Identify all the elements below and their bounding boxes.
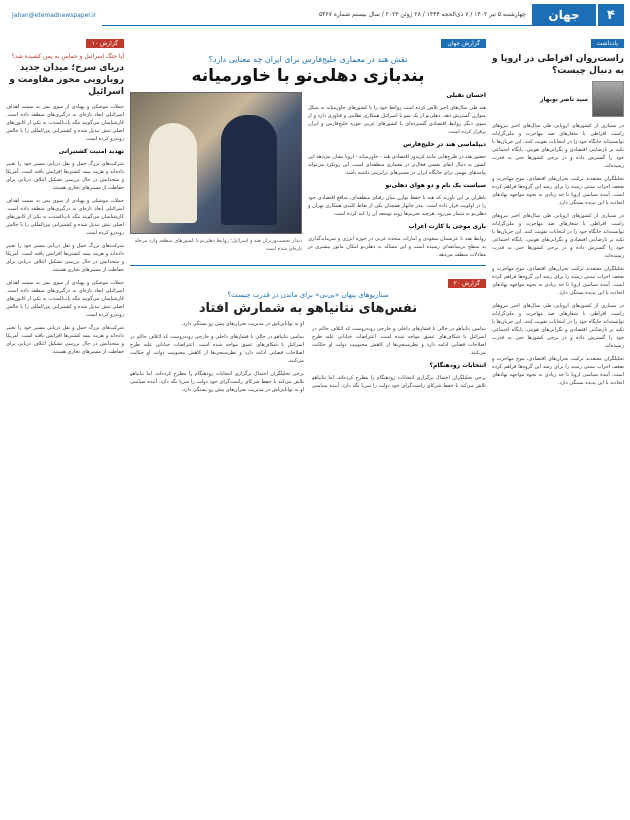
secondary-section-label: گزارش ۲۰ — [448, 279, 486, 288]
lead-body-area — [130, 92, 486, 259]
photo-figure-left — [149, 123, 197, 223]
photo-figure-right — [221, 115, 277, 225]
left-report-body-3: حملات موشکی و پهپادی از سوی یمن به سمت اهداف اسرائیلی ابعاد تازه‌ای به درگیری‌های منطقه داده است. کارشناسان می‌گویند تنگه باب‌المندب به یکی از کانون‌های اصلی تنش تبدیل شده و کشتیرانی بین‌المللی را با چالش روبه‌رو کرده است. — [6, 198, 124, 237]
opinion-body: در بسیاری از کشورهای اروپایی طی سال‌های اخیر نیروهای راست افراطی با شعارهای ضد مهاجرت و ملی‌گرایانه توانسته‌اند جایگاه خود را در انتخابات تقویت کنند. این جریان‌ها با تکیه بر نارضایتی اقتصادی و نگرانی‌های هویتی، پایگاه اجتماعی خود را گسترش داده و در برخی کشورها حتی به قدرت رسیده‌اند. — [492, 123, 624, 170]
lead-section-label: گزارش جهان — [441, 39, 486, 48]
left-report-headline: دریای سرخ؛ میدان جدید رویارویی محور مقاومت و اسرائیل — [9, 63, 124, 98]
left-report-body-5: حملات موشکی و پهپادی از سوی یمن به سمت اهداف اسرائیلی ابعاد تازه‌ای به درگیری‌های منطقه داده است. کارشناسان می‌گویند تنگه باب‌المندب به یکی از کانون‌های اصلی تنش تبدیل شده و کشتیرانی بین‌المللی را با چالش روبه‌رو کرده است. — [6, 280, 124, 319]
opinion-column — [492, 30, 624, 816]
lead-body-4: روابط هند با عربستان سعودی و امارات متحده عربی در حوزه انرژی و سرمایه‌گذاری به سطح بی‌سابقه‌ای رسیده است و این مساله به دهلی‌نو امکان مانور بیشتری در معادلات منطقه می‌دهد. — [308, 236, 486, 258]
section-title: جهان — [532, 4, 596, 26]
lead-kicker: نقش هند در معماری خلیج‌فارس برای ایران چه معنایی دارد؟ — [208, 55, 408, 64]
left-report-kicker: آیا جنگ اسرائیل و حماس به یمن کشیده شد؟ — [11, 53, 124, 60]
secondary-body: بنیامین نتانیاهو در حالی با فشارهای داخلی و خارجی روبه‌روست که ائتلاف حاکم در اسرائیل با شکاف‌های عمیق مواجه شده است. اعتراضات خیابانی علیه طرح اصلاحات قضایی ادامه دارد و نظرسنجی‌ها از کاهش محبوبیت دولت او حکایت می‌کنند. — [312, 326, 486, 356]
lead-title: بندبازی دهلی‌نو با خاورمیانه — [191, 66, 425, 86]
author-avatar — [592, 81, 624, 117]
opinion-body-5: در بسیاری از کشورهای اروپایی طی سال‌های اخیر نیروهای راست افراطی با شعارهای ضد مهاجرت و ملی‌گرایانه توانسته‌اند جایگاه خود را در انتخابات تقویت کنند. این جریان‌ها با تکیه بر نارضایتی اقتصادی و نگرانی‌های هویتی، پایگاه اجتماعی خود را گسترش داده و در برخی کشورها حتی به قدرت رسیده‌اند. — [492, 303, 624, 350]
masthead — [6, 4, 624, 26]
opinion-body-6: تحلیلگران معتقدند ترکیب بحران‌های اقتصادی، موج مهاجرت و ضعف احزاب سنتی زمینه را برای رشد این گروه‌ها فراهم کرده است. آینده سیاسی اروپا تا حد زیادی به نحوه مواجهه نهادهای اتحادیه با این پدیده بستگی دارد. — [492, 356, 624, 387]
secondary-subhead: انتخابات زودهنگام؟ — [429, 362, 486, 369]
left-report-subhead: تهدید امنیت کشتیرانی — [58, 148, 124, 156]
left-report-body-2: شرکت‌های بزرگ حمل و نقل دریایی مسیر خود را تغییر داده‌اند و هزینه بیمه کشتی‌ها افزایش یافته است. آمریکا و متحدانش در حال بررسی تشکیل ائتلاف دریایی برای حفاظت از مسیرهای تجاری هستند. — [6, 161, 124, 192]
lead-subhead-2: سیاست یک بام و دو هوای دهلی‌نو — [385, 182, 486, 189]
left-report-label: گزارش ۱۰ — [86, 39, 124, 48]
opinion-body-4: تحلیلگران معتقدند ترکیب بحران‌های اقتصادی، موج مهاجرت و ضعف احزاب سنتی زمینه را برای رشد این گروه‌ها فراهم کرده است. آینده سیاسی اروپا تا حد زیادی به نحوه مواجهه نهادهای اتحادیه با این پدیده بستگی دارد. — [492, 266, 624, 297]
secondary-body-2: برخی تحلیلگران احتمال برگزاری انتخابات زودهنگام را مطرح کرده‌اند، اما نتانیاهو تلاش می‌کند با حفظ شرکای راست‌گرای خود دولت را سرپا نگه دارد. آینده سیاسی او به توانایی‌اش در مدیریت بحران‌های پیش رو بستگی دارد. — [181, 321, 486, 389]
main-column — [130, 30, 486, 816]
secondary-body-4: برخی تحلیلگران احتمال برگزاری انتخابات زودهنگام را مطرح کرده‌اند، اما نتانیاهو تلاش می‌کند با حفظ شرکای راست‌گرای خود دولت را سرپا نگه دارد. آینده سیاسی او به توانایی‌اش در مدیریت بحران‌های پیش رو بستگی دارد. — [130, 371, 304, 393]
author-box — [492, 81, 624, 117]
left-report-body-4: شرکت‌های بزرگ حمل و نقل دریایی مسیر خود را تغییر داده‌اند و هزینه بیمه کشتی‌ها افزایش یافته است. آمریکا و متحدانش در حال بررسی تشکیل ائتلاف دریایی برای حفاظت از مسیرهای تجاری هستند. — [6, 243, 124, 274]
opinion-label: یادداشت — [591, 39, 624, 48]
lead-photo-caption: دیدار نخست‌وزیران هند و اسرائیل؛ روابط دهلی‌نو با کشورهای منطقه وارد مرحله تازه‌ای شده است — [134, 238, 302, 252]
opinion-body-2: تحلیلگران معتقدند ترکیب بحران‌های اقتصادی، موج مهاجرت و ضعف احزاب سنتی زمینه را برای رشد این گروه‌ها فراهم کرده است. آینده سیاسی اروپا تا حد زیادی به نحوه مواجهه نهادهای اتحادیه با این پدیده بستگی دارد. — [492, 176, 624, 207]
section-divider — [130, 265, 486, 266]
left-report-body: حملات موشکی و پهپادی از سوی یمن به سمت اهداف اسرائیلی ابعاد تازه‌ای به درگیری‌های منطقه داده است. کارشناسان می‌گویند تنگه باب‌المندب به یکی از کانون‌های اصلی تنش تبدیل شده و کشتیرانی بین‌المللی را با چالش روبه‌رو کرده است. — [6, 104, 124, 143]
lead-subhead-3: بازی موجی با کارت اعراب — [408, 223, 486, 230]
opinion-author: سید ناصر نوبهار — [540, 95, 588, 103]
lead-body-2: حضور هند در طرح‌هایی مانند کریدور اقتصادی هند - خاورمیانه - اروپا نشان می‌دهد این کشور به دنبال ایفای نقشی فعال‌تر در معماری منطقه‌ای است. این رویکرد می‌تواند پیامدهای مهمی برای جایگاه ایران در مسیرهای ترانزیتی داشته باشد. — [308, 154, 486, 176]
secondary-title: نفس‌های نتانیاهو به شمارش افتاد — [198, 301, 418, 316]
opinion-headline: راست‌روان افراطی در اروپا و به دنبال چیست؟ — [492, 54, 624, 77]
section-email[interactable]: Jahan@etemadnewspaper.ir — [12, 11, 97, 19]
secondary-kicker: سناریوهای پنهان «بی‌بی» برای ماندن در قدرت چیست؟ — [227, 291, 389, 299]
lead-subhead-1: دیپلماسی هند در خلیج‌فارس — [403, 141, 486, 148]
lead-author: احسان تقیلی — [446, 92, 486, 99]
secondary-body-3: بنیامین نتانیاهو در حالی با فشارهای داخلی و خارجی روبه‌روست که ائتلاف حاکم در اسرائیل با شکاف‌های عمیق مواجه شده است. اعتراضات خیابانی علیه طرح اصلاحات قضایی ادامه دارد و نظرسنجی‌ها از کاهش محبوبیت دولت او حکایت می‌کنند. — [130, 334, 304, 364]
secondary-body-area — [130, 320, 486, 395]
page-number: ۴ — [598, 4, 624, 26]
lead-body-3: ناظران بر این باورند که هند با حفظ توازن میان رقبای منطقه‌ای، منافع اقتصادی خود را در اولویت قرار داده است. بندر چابهار همچنان یکی از نقاط کلیدی همکاری تهران و دهلی‌نو به شمار می‌رود، هرچند تحریم‌ها روند توسعه آن را کند کرده است. — [308, 195, 486, 217]
lead-body: هند طی سال‌های اخیر تلاش کرده است روابط خود را با کشورهای خاورمیانه به شکل متوازن گسترش دهد. دهلی‌نو از یک سو با اسرائیل همکاری نظامی و فناوری دارد و از سوی دیگر روابط اقتصادی گسترده‌ای با کشورهای عربی حوزه خلیج‌فارس و ایران برقرار کرده است. — [308, 105, 486, 135]
date-line: چهارشنبه ۵ تیر ۱۴۰۲ / ۷ ذی‌الحجه ۱۴۴۴ / ۲۸ ژوئن ۲۰۲۳ / سال بیستم شماره ۵۴۶۷ — [102, 4, 532, 26]
left-report-body-6: شرکت‌های بزرگ حمل و نقل دریایی مسیر خود را تغییر داده‌اند و هزینه بیمه کشتی‌ها افزایش یافته است. آمریکا و متحدانش در حال بررسی تشکیل ائتلاف دریایی برای حفاظت از مسیرهای تجاری هستند. — [6, 325, 124, 356]
lead-photo — [130, 92, 302, 234]
opinion-body-3: در بسیاری از کشورهای اروپایی طی سال‌های اخیر نیروهای راست افراطی با شعارهای ضد مهاجرت و ملی‌گرایانه توانسته‌اند جایگاه خود را در انتخابات تقویت کنند. این جریان‌ها با تکیه بر نارضایتی اقتصادی و نگرانی‌های هویتی، پایگاه اجتماعی خود را گسترش داده و در برخی کشورها حتی به قدرت رسیده‌اند. — [492, 213, 624, 260]
left-report-column — [6, 30, 124, 816]
